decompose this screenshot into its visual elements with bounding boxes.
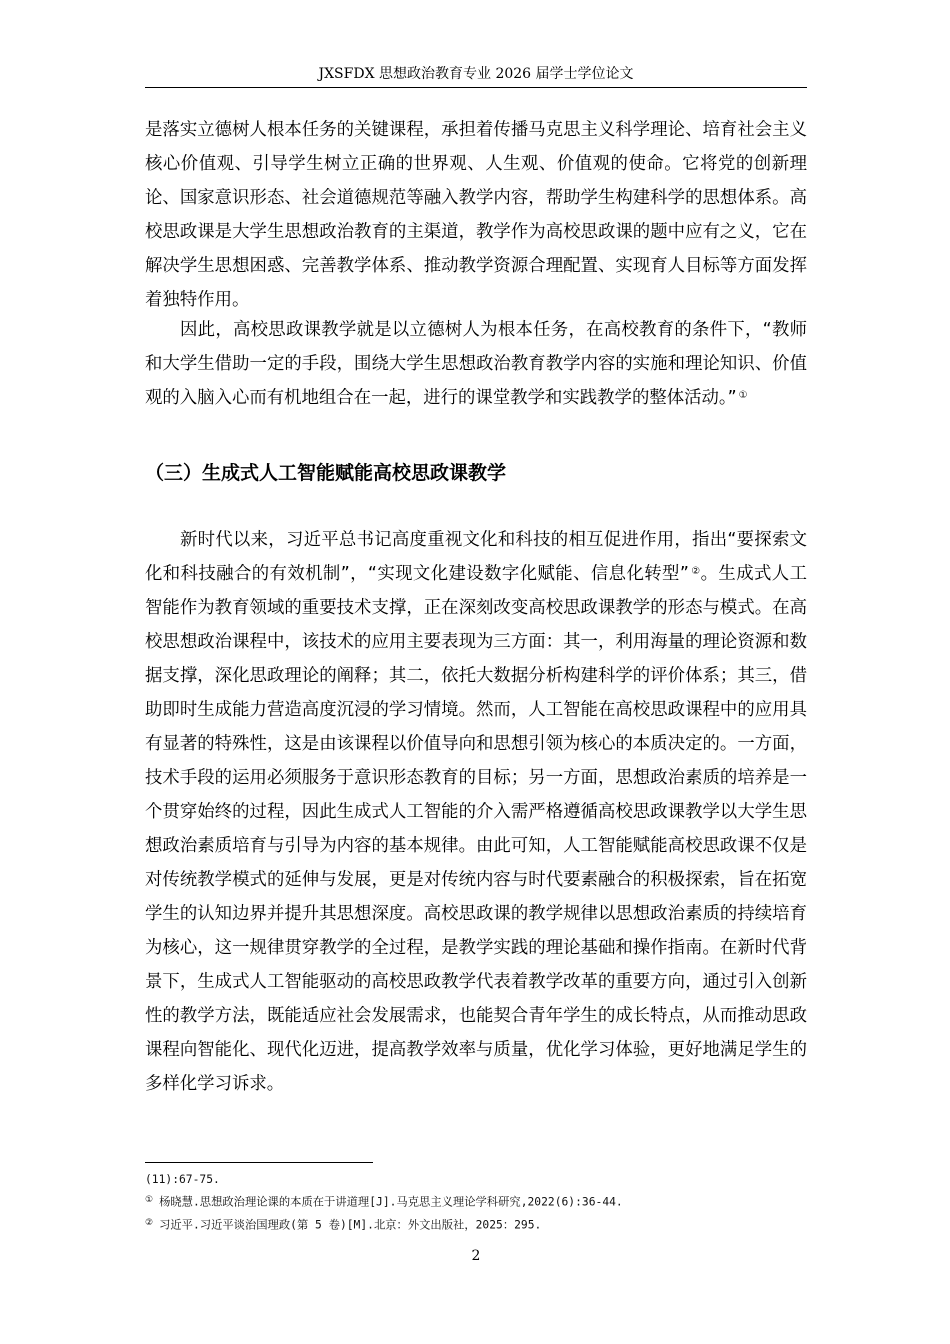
section-heading: （三）生成式人工智能赋能高校思政课教学 — [145, 462, 507, 484]
footnote-2 — [145, 1213, 807, 1236]
footnote-2-mark: ② — [145, 1217, 154, 1228]
paragraph-3-text-b: 。生成式人工智能作为教育领域的重要技术支撑，正在深刻改变高校思政课教学的形态与模式。在高校思想政治课程中，该技术的应用主要表现为三方面：其一，利用海量的理论资源和数据支撑，深化思政理论的阐释；其二，依托大数据分析构建科学的评价体系；其三，借助即时生成能力营造高度沉浸的学习情境。然而，人工智能在高校思政课程中的应用具有显著的特殊性，这是由该课程以价值导向和思想引领为核心的本质决定的。一方面，技术手段的运用必须服务于意识形态教育的目标；另一方面，思想政治素质的培养是一个贯穿始终的过程，因此生成式人工智能的介入需严格遵循高校思政课教学以大学生思想政治素质培育与引导为内容的基本规律。由此可知，人工智能赋能高校思政课不仅是对传统教学模式的延伸与发展，更是对传统内容与时代要素融合的积极探索，旨在拓宽学生的认知边界并提升其思想深度。高校思政课的教学规律以思想政治素质的持续培育为核心，这一规律贯穿教学的全过程，是教学实践的理论基础和操作指南。在新时代背景下，生成式人工智能驱动的高校思政教学代表着教学改革的重要方向，通过引入创新性的教学方法，既能适应社会发展需求，也能契合青年学生的成长特点，从而推动思政课程向智能化、现代化迈进，提高教学效率与质量，优化学习体验，更好地满足学生的多样化学习诉求。 — [145, 564, 807, 1094]
page-number: 2 — [471, 1248, 481, 1264]
footnote-2-text: 习近平.习近平谈治国理政(第 5 卷)[M].北京：外文出版社，2025：295. — [159, 1218, 542, 1232]
footnote-continued: (11):67-75. — [145, 1173, 220, 1186]
paragraph-3 — [145, 523, 807, 1101]
footnote-ref-2[interactable]: ② — [690, 565, 701, 577]
header-rule — [145, 87, 807, 88]
running-header: JXSFDX 思想政治教育专业 2026 届学士学位论文 — [318, 66, 634, 82]
footnote-1-mark: ① — [145, 1195, 154, 1205]
footnote-rule — [145, 1162, 373, 1163]
footnote-1-text: 杨晓慧.思想政治理论课的本质在于讲道理[J].马克思主义理论学科研究,2022(6):36-44. — [159, 1195, 623, 1209]
footnote-ref-1[interactable]: ① — [738, 389, 748, 401]
paragraph-1-text: 是落实立德树人根本任务的关键课程，承担着传播马克思主义科学理论、培育社会主义核心价值观、引导学生树立正确的世界观、人生观、价值观的使命。它将党的创新理论、国家意识形态、社会道德规范等融入教学内容，帮助学生构建科学的思想体系。高校思政课是大学生思想政治教育的主渠道，教学作为高校思政课的题中应有之义，它在解决学生思想困惑、完善教学体系、推动教学资源合理配置、实现育人目标等方面发挥着独特作用。 — [145, 120, 807, 310]
footnotes — [145, 1170, 807, 1235]
footnote-1 — [145, 1190, 807, 1213]
paragraph-3-text-a: 新时代以来，习近平总书记高度重视文化和科技的相互促进作用，指出“要探索文化和科技融合的有效机制”，“实现文化建设数字化赋能、信息化转型” — [145, 530, 807, 584]
paragraph-2 — [145, 313, 807, 415]
paragraph-1 — [145, 113, 807, 317]
paragraph-2-text: 因此，高校思政课教学就是以立德树人为根本任务，在高校教育的条件下，“教师和大学生借助一定的手段，围绕大学生思想政治教育教学内容的实施和理论知识、价值观的入脑入心而有机地组合在一起，进行的课堂教学和实践教学的整体活动。” — [145, 320, 807, 408]
